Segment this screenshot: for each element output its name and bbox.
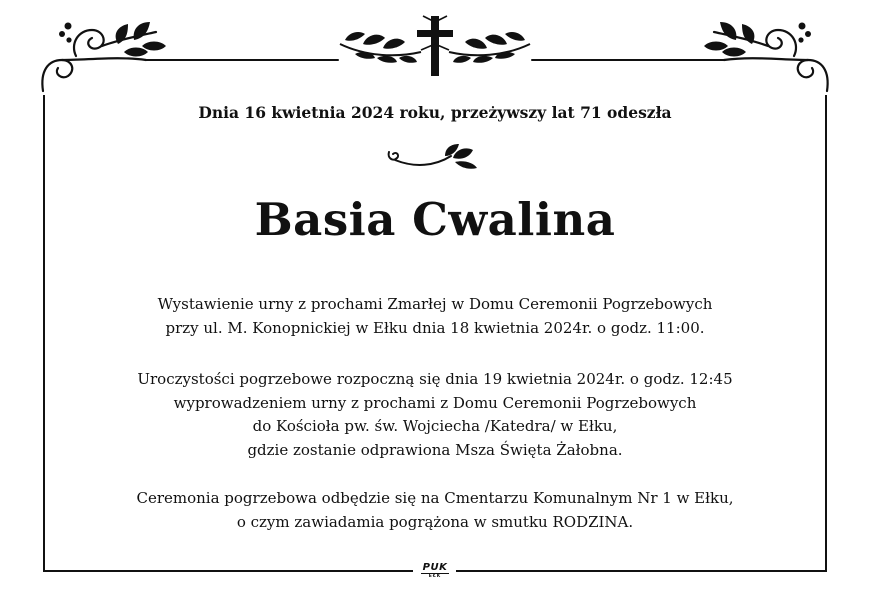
corner-scroll-icon-left <box>38 16 338 88</box>
paragraph-line: gdzie zostanie odprawiona Msza Święta Żałobna. <box>247 440 623 459</box>
paragraph-line: przy ul. M. Konopnickiej w Ełku dnia 18 kwietnia 2024r. o godz. 11:00. <box>165 318 705 337</box>
paragraph-burial <box>0 487 870 534</box>
frame-bottom-border-left <box>43 570 413 572</box>
paragraph-ceremony <box>0 368 870 462</box>
logo-main-text: PUK <box>422 562 448 573</box>
laurel-branch-icon-right <box>449 32 530 63</box>
paragraph-line: o czym zawiadamia pogrążona w smutku RODZINA. <box>236 512 634 531</box>
deceased-name: Basia Cwalina <box>254 193 616 246</box>
logo-sub-text: EŁK <box>421 573 449 579</box>
paragraph-viewing <box>0 293 870 340</box>
paragraph-line: Ceremonia pogrzebowa odbędzie się na Cmentarzu Komunalnym Nr 1 w Ełku, <box>136 489 734 507</box>
puk-logo <box>413 562 457 579</box>
cross-with-laurel-icon <box>335 14 535 78</box>
cross-icon <box>417 16 453 76</box>
frame-bottom-border-right <box>456 570 827 572</box>
date-line: Dnia 16 kwietnia 2024 roku, przeżywszy lat 71 odeszła <box>198 103 672 122</box>
paragraph-line: Wystawienie urny z prochami Zmarłej w Domu Ceremonii Pogrzebowych <box>157 295 713 313</box>
laurel-branch-icon-left <box>340 32 421 63</box>
paragraph-line: Uroczystości pogrzebowe rozpoczną się dnia 19 kwietnia 2024r. o godz. 12:45 <box>137 370 733 388</box>
leaf-divider-icon <box>385 142 485 174</box>
paragraph-line: wyprowadzeniem urny z prochami z Domu Ceremonii Pogrzebowych <box>173 393 697 412</box>
paragraph-line: do Kościoła pw. św. Wojciecha /Katedra/ w Ełku, <box>252 417 618 435</box>
corner-scroll-icon-right <box>532 16 832 88</box>
